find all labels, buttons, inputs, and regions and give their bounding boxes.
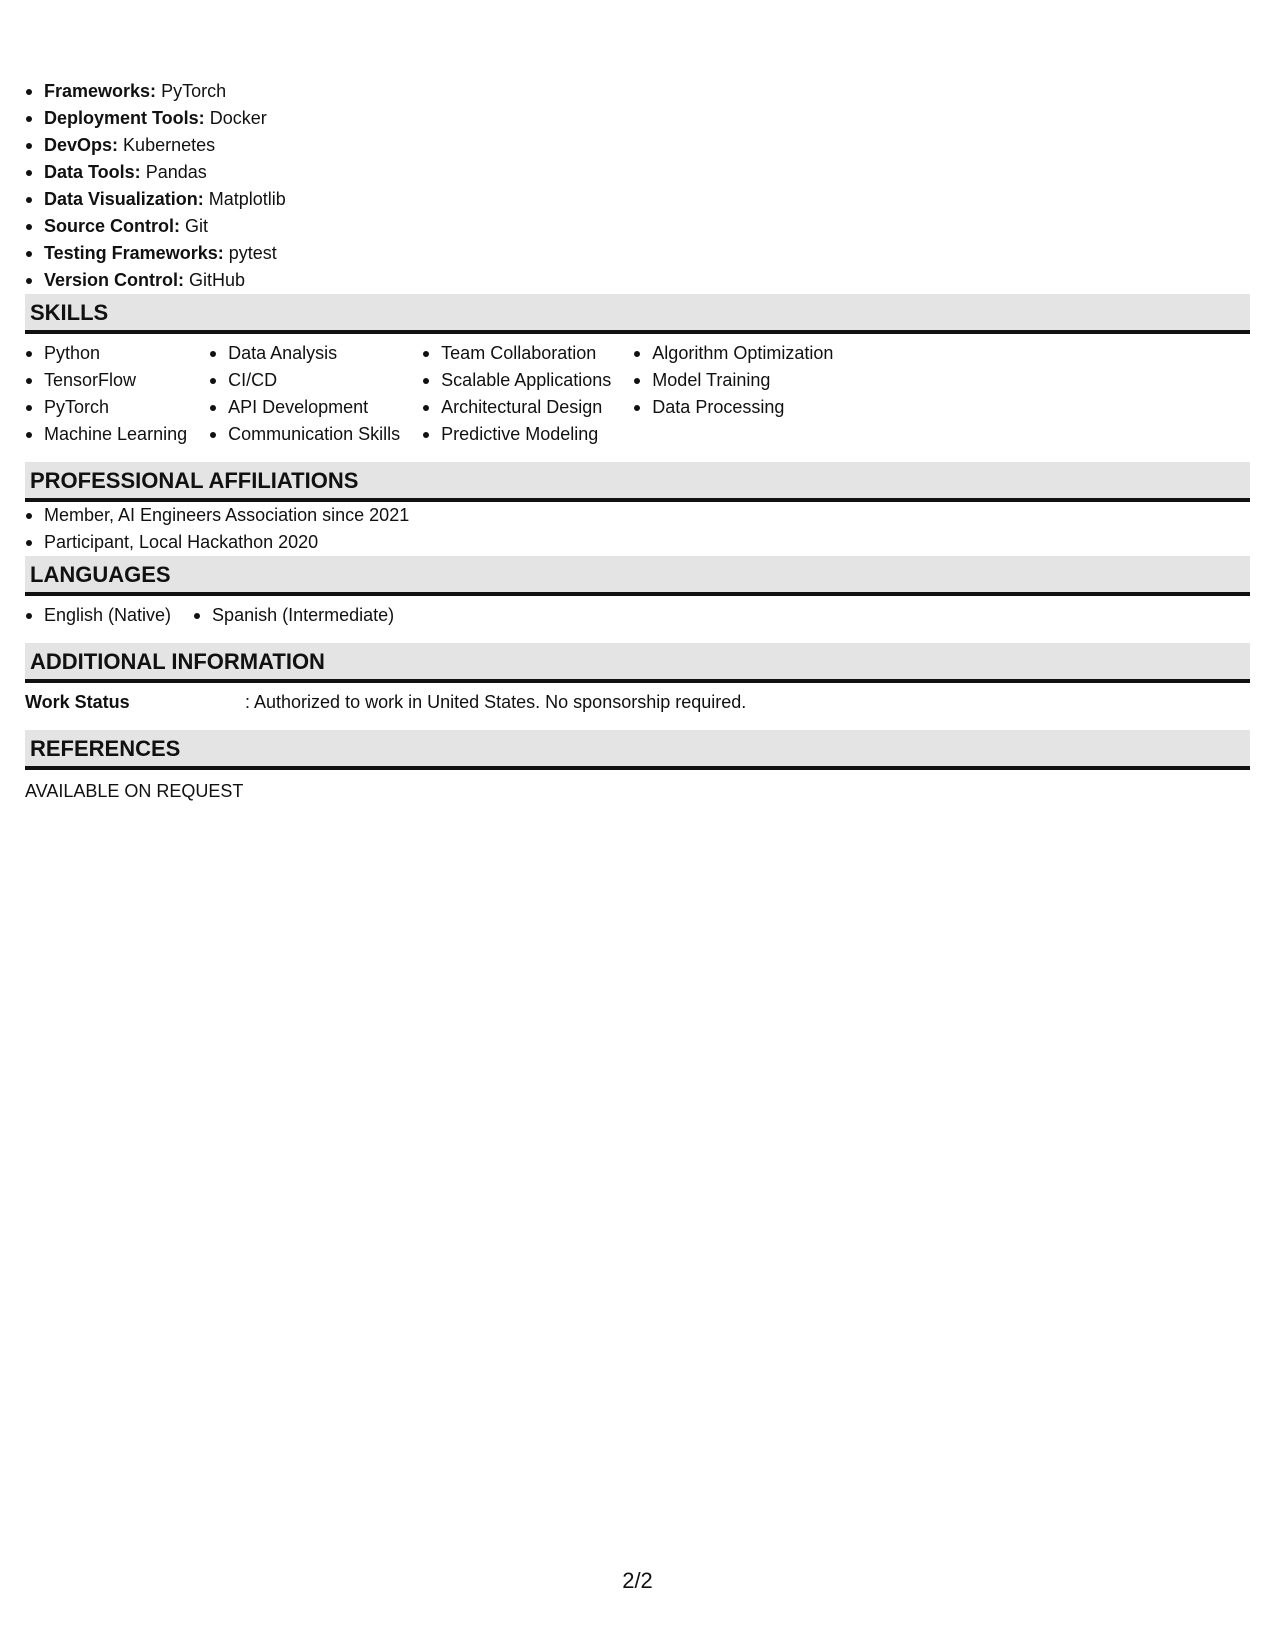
skills-column-3 [422,340,611,448]
tool-item [25,240,1250,267]
skills-column-2 [209,340,400,448]
languages-section-header: LANGUAGES [25,556,1250,596]
tool-value: Matplotlib [208,189,286,209]
skill-item: Data Processing [633,394,833,421]
tool-label: Data Tools: [44,162,141,182]
affiliation-item: Member, AI Engineers Association since 2021 [25,502,1250,529]
languages-list [25,602,1250,629]
tool-label: DevOps: [44,135,119,155]
affiliations-list [25,502,1250,556]
skill-item: CI/CD [209,367,400,394]
tool-label: Version Control: [44,270,185,290]
work-status-row [25,689,1250,716]
skill-item: TensorFlow [25,367,187,394]
skill-item: Python [25,340,187,367]
tool-label: Source Control: [44,216,181,236]
tool-item [25,267,1250,294]
tool-label: Deployment Tools: [44,108,205,128]
skills-column-1 [25,340,187,448]
work-status-value: : Authorized to work in United States. No sponsorship required. [245,692,747,712]
skill-item: Data Analysis [209,340,400,367]
skill-item: Model Training [633,367,833,394]
language-item: Spanish (Intermediate) [193,602,394,629]
skills-column-4 [633,340,833,448]
tool-label: Frameworks: [44,81,157,101]
tool-item [25,186,1250,213]
skills-section-header: SKILLS [25,294,1250,334]
resume-content [25,78,1250,805]
tool-value: GitHub [189,270,246,290]
skill-item: Scalable Applications [422,367,611,394]
skill-item: Architectural Design [422,394,611,421]
tool-item [25,159,1250,186]
tool-item [25,132,1250,159]
language-item: English (Native) [25,602,171,629]
work-status-label: Work Status [25,692,130,712]
tool-label: Data Visualization: [44,189,204,209]
tool-item [25,105,1250,132]
language-group-1 [25,602,193,629]
tool-value: Git [185,216,209,236]
tool-item [25,213,1250,240]
skill-item: PyTorch [25,394,187,421]
skill-item: Team Collaboration [422,340,611,367]
affiliations-section-header: PROFESSIONAL AFFILIATIONS [25,462,1250,502]
skill-item: Predictive Modeling [422,421,611,448]
tool-value: Pandas [145,162,207,182]
skill-item: Algorithm Optimization [633,340,833,367]
skill-item: Communication Skills [209,421,400,448]
tool-value: pytest [228,243,277,263]
references-text: AVAILABLE ON REQUEST [25,781,244,801]
tool-label: Testing Frameworks: [44,243,224,263]
additional-info-section-header: ADDITIONAL INFORMATION [25,643,1250,683]
tool-value: Kubernetes [123,135,216,155]
tool-value: PyTorch [161,81,227,101]
tool-item [25,78,1250,105]
page-number: 2/2 [622,1568,653,1593]
tools-list [25,78,1250,294]
references-section-header: REFERENCES [25,730,1250,770]
tool-value: Docker [209,108,267,128]
affiliation-item: Participant, Local Hackathon 2020 [25,529,1250,556]
language-group-2 [193,602,416,629]
skills-columns [25,340,1250,448]
skill-item: Machine Learning [25,421,187,448]
skill-item: API Development [209,394,400,421]
